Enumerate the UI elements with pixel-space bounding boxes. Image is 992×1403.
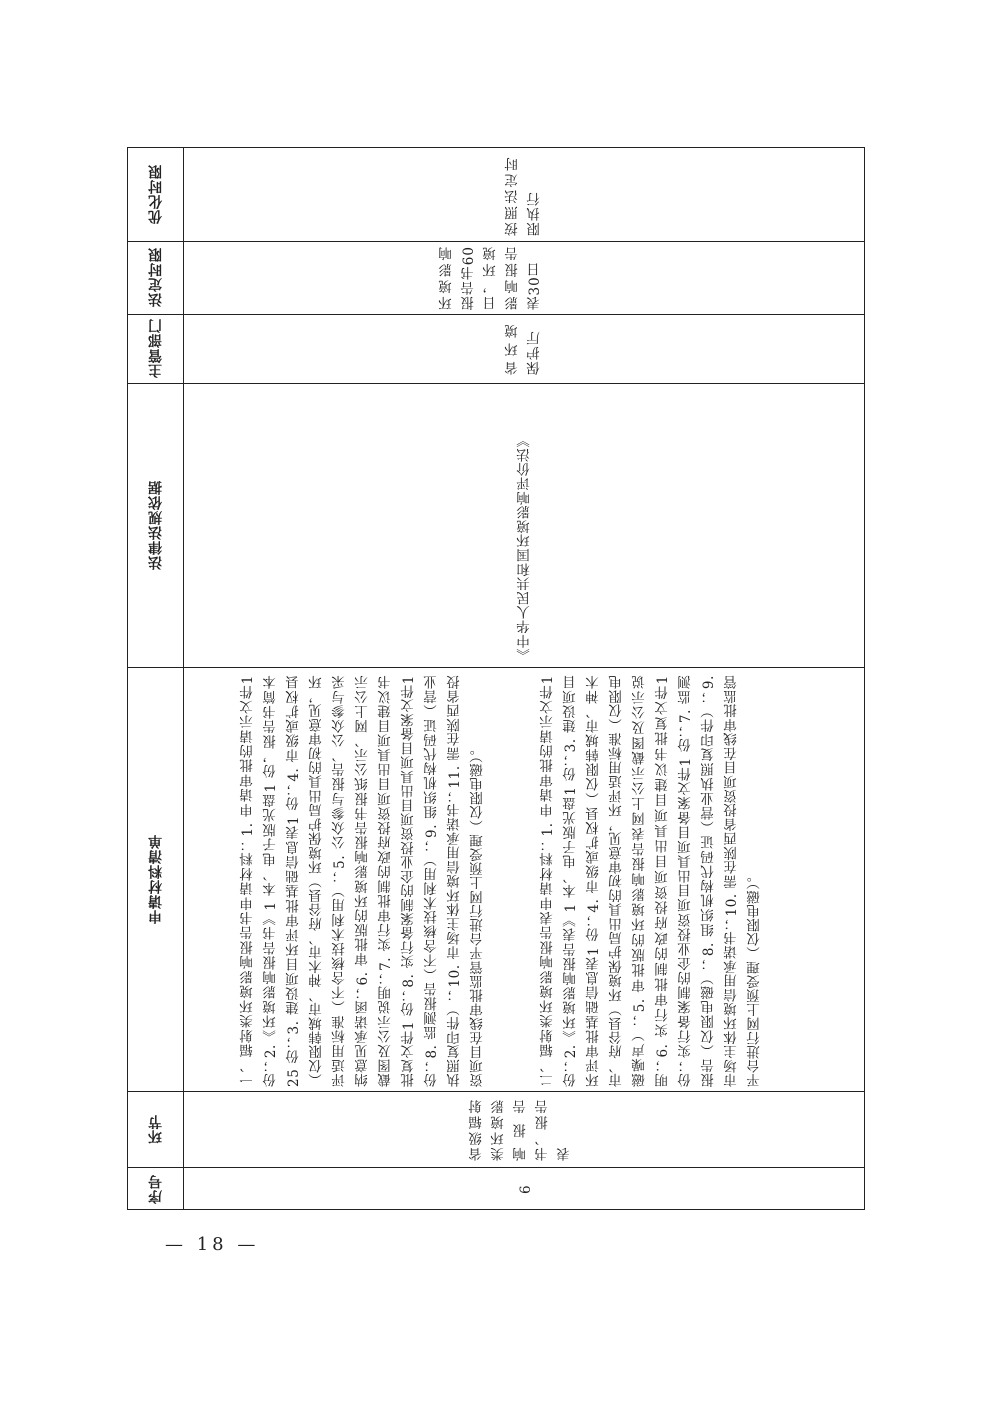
approval-table [127, 147, 865, 1210]
optimized-limit-cell: 按照法定时限执行 [505, 156, 543, 236]
legal-limit-cell: 环境影响报告书60日，环境影响报告表30日 [439, 246, 543, 310]
materials-radiation-report-form: 二、辐射类环境影响报告表申请材料：1. 申请审批的请示文件1 份；2.《环境影响报告表》1 本、电子版光盘1 份；3. 建设项目环评审批基础信息表1 份；4. 市级或扩权县（仅限韩城市、神木市、府谷县）环境保护局出具的初审意见，环评适用标准（仅限电磁噪声）；5. 审批版的环境影响报告表网上公示截图及公示说明；6. 实行审批制的政府投资项目出具项目建议书批复文件1 份；实行备案制的企业投资项目出具项目备案文件1 份；7. 监测报告（仅限电磁）；8. 组织机构代码证（营业执照复印件）；9. 市场主体环境信用承诺书；10. 需在陕西省投资项目在线审批监管平台进行网上预受理（仅限电磁）。 [540, 675, 763, 1087]
materials-radiation-report-book: 一、辐射类环境影响报告书申请材料：1. 申请审批的请示文件1 份；2.《环境影响报告书》1 本、电子版光盘1 份，报告书简本25 份；3. 建设项目环评审批基础信息表1 份；4. 市级或扩权县（仅限韩城市、神木市、府谷县）环境保护局出具的初审意见，环评适用标准（不含核技术利用）；5. 公众参与报告、公众参与采纳意见承诺函；6. 审批版的环境影响报告书报纸公示、网上公示截图及公示说明；7. 实行审批制的政府投资项目出具项目建议书批复文件1 份；8. 实行备案制的企业投资项目出具项目备案文件1 份；8. 监测报告（不含核技术利用）；9. 组织机构代码证（营业执照复印件）；10. 市场主体环境信用承诺书；11. 需在陕西省投资项目在线审批监管平台进行网上预受理（仅限电磁）。 [240, 675, 486, 1087]
header-optimized-limit: 优化时限 [148, 164, 164, 225]
stage-cell: 省级辐射类环境影响报告书、报告表 [469, 1099, 573, 1161]
header-dept: 主管部门 [148, 318, 164, 379]
law-cell: 《中华人民共和国环境影响评价法》 [517, 433, 533, 662]
header-materials: 申请材料清单 [148, 834, 164, 924]
page-number: — 18 — [165, 1234, 260, 1255]
seq-cell: 6 [518, 1184, 534, 1194]
header-legal-limit: 法定时限 [148, 247, 164, 308]
header-stage: 环节 [148, 1114, 164, 1144]
dept-cell: 省环境保护厅 [505, 323, 543, 375]
header-law: 法律法规依据 [148, 480, 164, 570]
header-seq: 序号 [148, 1174, 164, 1204]
